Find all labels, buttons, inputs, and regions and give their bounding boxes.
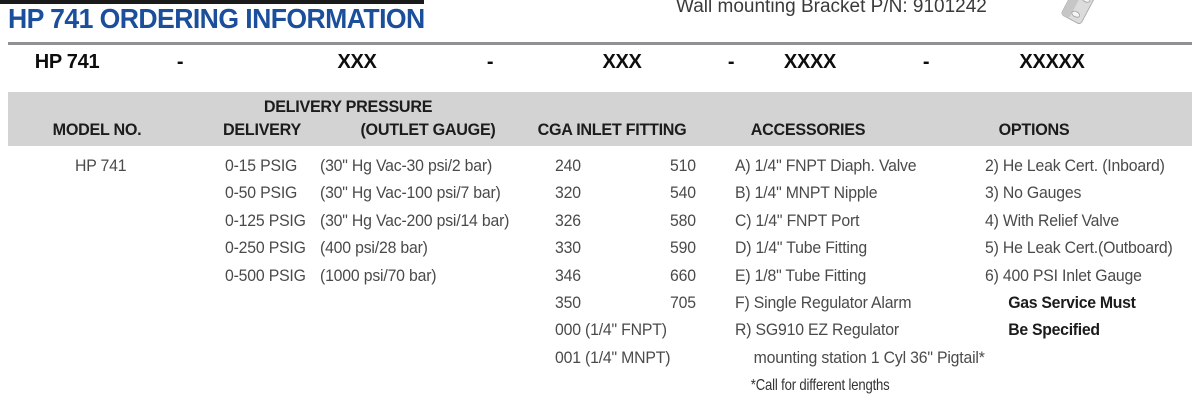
table-cell: 320 — [555, 183, 581, 203]
col-options — [985, 152, 1173, 344]
table-cell: A) 1/4" FNPT Diaph. Valve — [735, 156, 917, 175]
table-cell: 330 — [555, 238, 581, 258]
table-cell: 0-50 PSIG — [225, 183, 298, 203]
table-cell: 660 — [670, 265, 696, 285]
table-cell: F) Single Regulator Alarm — [735, 293, 912, 313]
table-cell: 2) He Leak Cert. (Inboard) — [985, 156, 1165, 175]
table-cell: 5) He Leak Cert.(Outboard) — [985, 238, 1173, 258]
table-cell: 350 — [555, 293, 581, 313]
table-cell: 346 — [555, 265, 581, 285]
table-cell: (400 psi/28 bar) — [320, 238, 428, 258]
order-code-separator: - — [176, 51, 184, 73]
table-cell: B) 1/4" MNPT Nipple — [735, 183, 878, 203]
header-options: OPTIONS — [998, 120, 1070, 139]
table-cell: D) 1/4" Tube Fitting — [735, 238, 867, 258]
table-cell: HP 741 — [75, 156, 127, 175]
order-code-separator: - — [486, 51, 494, 73]
table-cell: E) 1/8" Tube Fitting — [735, 265, 867, 285]
table-cell: 326 — [555, 210, 581, 230]
table-cell: (1000 psi/70 bar) — [320, 265, 437, 285]
page-title: HP 741 ORDERING INFORMATION — [8, 3, 425, 34]
table-cell: 540 — [670, 183, 696, 203]
order-code-segment: XXXX — [783, 51, 837, 73]
header-delivery-pressure-group: DELIVERY PRESSURE — [263, 97, 433, 116]
order-code-separator: - — [922, 51, 930, 73]
table-cell: 0-15 PSIG — [225, 156, 298, 175]
table-cell: 510 — [670, 156, 696, 175]
table-cell: 705 — [670, 293, 696, 313]
col-outlet-gauge — [320, 152, 509, 289]
table-cell: C) 1/4" FNPT Port — [735, 210, 860, 230]
table-cell: 0-250 PSIG — [225, 238, 306, 258]
header-delivery: DELIVERY — [223, 120, 301, 139]
col-cga-inlet-1 — [555, 152, 670, 371]
table-cell: 000 (1/4" FNPT) — [555, 320, 667, 340]
col-model-no — [75, 152, 126, 179]
header-accessories: ACCESSORIES — [750, 120, 866, 139]
table-cell: mounting station 1 Cyl 36" Pigtail* — [753, 347, 985, 367]
wall-bracket-image — [1052, 0, 1108, 35]
table-cell: 001 (1/4" MNPT) — [555, 347, 671, 367]
order-code-segment: XXX — [337, 51, 377, 73]
title-divider-rule — [8, 42, 1192, 45]
order-code-separator: - — [727, 51, 735, 73]
header-model-no: MODEL NO. — [52, 120, 142, 139]
col-delivery — [225, 152, 306, 289]
table-cell: 6) 400 PSI Inlet Gauge — [985, 265, 1142, 285]
table-cell: 580 — [670, 210, 696, 230]
table-cell: 240 — [555, 156, 581, 175]
table-cell: (30" Hg Vac-30 psi/2 bar) — [320, 156, 493, 175]
accessories-footnote: *Call for different lengths — [750, 377, 890, 395]
options-note: Be Specified — [1008, 320, 1100, 340]
table-cell: 0-500 PSIG — [225, 265, 306, 285]
col-cga-inlet-2 — [670, 152, 696, 316]
header-outlet-gauge: (OUTLET GAUGE) — [360, 120, 496, 139]
order-code-segment: HP 741 — [34, 51, 100, 73]
table-cell: 3) No Gauges — [985, 183, 1082, 203]
table-cell: (30" Hg Vac-200 psi/14 bar) — [320, 210, 510, 230]
wall-bracket-note: Wall mounting Bracket P/N: 9101242 — [676, 0, 987, 17]
order-code-segment: XXX — [602, 51, 642, 73]
table-cell: (30" Hg Vac-100 psi/7 bar) — [320, 183, 501, 203]
col-accessories — [735, 152, 985, 400]
table-cell: R) SG910 EZ Regulator — [735, 320, 899, 340]
options-note: Gas Service Must — [1008, 293, 1136, 313]
header-cga-inlet-fitting: CGA INLET FITTING — [537, 120, 687, 139]
table-cell: 590 — [670, 238, 696, 258]
order-code-segment: XXXXX — [1019, 51, 1085, 73]
table-cell: 4) With Relief Valve — [985, 210, 1119, 230]
table-header-band — [8, 92, 1192, 146]
table-cell: 0-125 PSIG — [225, 210, 306, 230]
